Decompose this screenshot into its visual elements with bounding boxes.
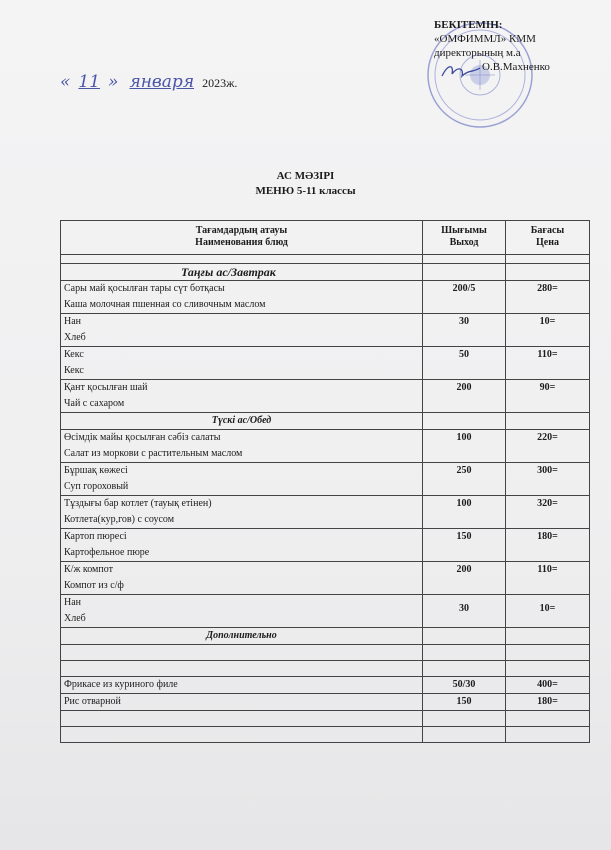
section-lunch: [61, 413, 590, 430]
menu-title: АС МӘЗІРІ: [276, 170, 335, 182]
approval-signatory: О.В.Махненко: [482, 61, 550, 73]
approval-position: директорының м.а: [434, 47, 521, 59]
approval-org: «ОМФИММЛ» КММ: [434, 33, 536, 45]
menu-date: « 11 » января 2023ж.: [60, 72, 238, 92]
empty-row: [61, 727, 590, 743]
table-row: Фрикасе из куриного филе 50/30 400=: [61, 677, 590, 694]
table-row: Кекс Кекс 50 110=: [61, 347, 590, 380]
date-year: 2023ж.: [202, 76, 238, 90]
table-row: Сары май қосылған тары сүт ботқасы Каша молочная пшенная со сливочным маслом 200/5 280=: [61, 281, 590, 314]
table-row: Қант қосылған шай Чай с сахаром 200 90=: [61, 380, 590, 413]
date-day: 11: [78, 72, 101, 92]
date-month: января: [129, 72, 195, 92]
signature: [440, 62, 486, 82]
menu-subtitle: МЕНЮ 5-11 классы: [255, 185, 356, 197]
header-output: Шығымы Выход: [423, 221, 506, 255]
table-row: Тұздығы бар котлет (тауық етінен) Котлета(кур,гов) с соусом 100 320=: [61, 496, 590, 529]
spacer-row: [61, 255, 590, 264]
empty-row: [61, 711, 590, 727]
approval-title: БЕКІТЕМІН:: [434, 19, 503, 31]
section-title: Таңғы ас/Завтрак: [61, 264, 423, 281]
section-title: Түскі ас/Обед: [61, 413, 423, 430]
table-header-row: [61, 221, 590, 255]
table-row: К/ж компот Компот из с/ф 200 110=: [61, 562, 590, 595]
section-breakfast: [61, 264, 590, 281]
section-title: Дополнительно: [61, 628, 423, 645]
table-row: Өсімдік майы қосылған сәбіз салаты Салат из моркови с растительным маслом 100 220=: [61, 430, 590, 463]
header-dish-name: Тағамдардың атауы Наименования блюд: [61, 221, 423, 255]
empty-row: [61, 645, 590, 661]
table-row: Рис отварной 150 180=: [61, 694, 590, 711]
table-row: Нан Хлеб 30 10=: [61, 595, 590, 628]
menu-table: [60, 220, 590, 743]
header-price: Бағасы Цена: [506, 221, 590, 255]
table-row: Картоп пюресі Картофельное пюре 150 180=: [61, 529, 590, 562]
empty-row: [61, 661, 590, 677]
table-row: Нан Хлеб 30 10=: [61, 314, 590, 347]
section-extra: [61, 628, 590, 645]
table-row: Бұршақ көжесі Суп гороховый 250 300=: [61, 463, 590, 496]
